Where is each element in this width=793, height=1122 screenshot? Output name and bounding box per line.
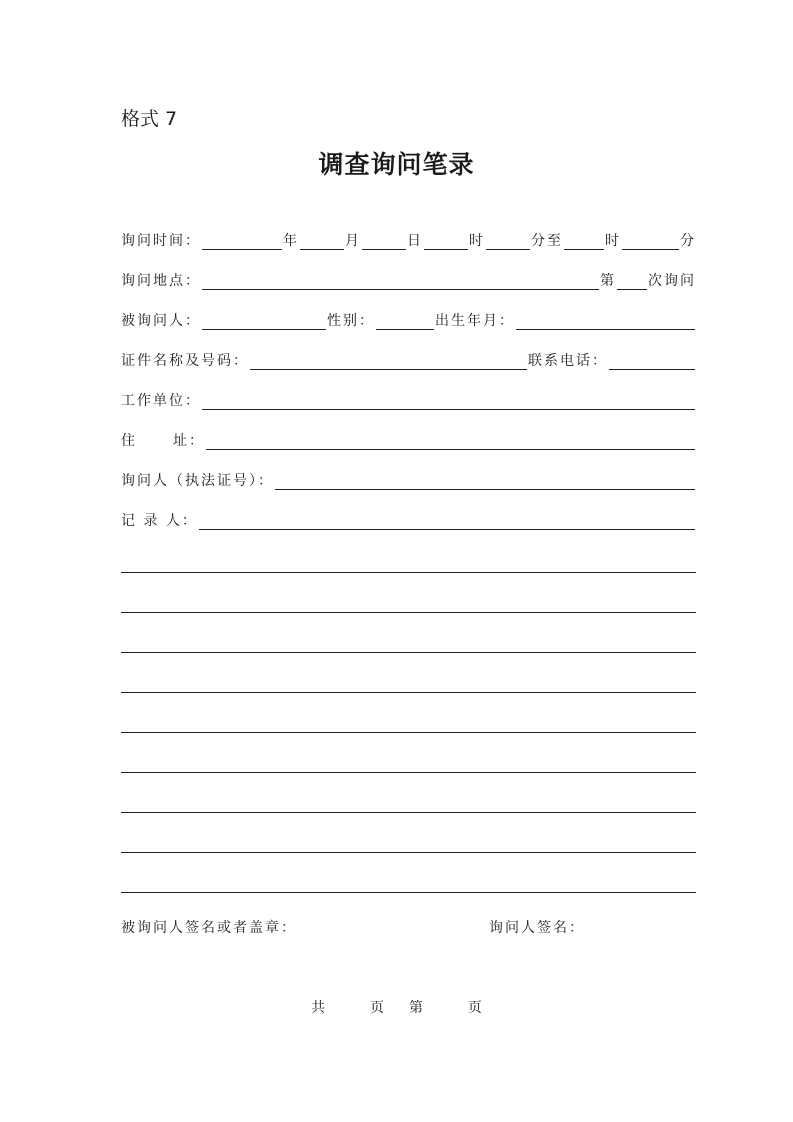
record-line[interactable]	[121, 892, 696, 893]
row-id	[121, 348, 696, 370]
minute-from-field[interactable]	[486, 232, 530, 250]
inquirer-label: 询问人（执法证号）：	[121, 473, 274, 489]
year-label: 年	[283, 233, 299, 249]
row-inquirer	[121, 468, 696, 490]
work-unit-label: 工作单位：	[121, 393, 201, 409]
hour-label: 时	[469, 233, 485, 249]
nth-page-label: 第	[408, 1000, 423, 1016]
interviewee-signature-label: 被询问人签名或者盖章：	[121, 920, 297, 936]
address-label-2: 址：	[173, 433, 205, 449]
record-line[interactable]	[121, 732, 696, 733]
address-field[interactable]	[206, 432, 695, 450]
total-label: 共	[311, 1000, 326, 1016]
recorder-field[interactable]	[199, 512, 695, 530]
address-label-1: 住	[121, 433, 137, 449]
birth-label: 出生年月：	[435, 313, 515, 329]
id-label: 证件名称及号码：	[121, 353, 249, 369]
month-field[interactable]	[300, 232, 344, 250]
work-unit-field[interactable]	[202, 392, 695, 410]
hour-end-field[interactable]	[564, 232, 604, 250]
row-interviewee	[121, 308, 696, 330]
interviewee-label: 被询问人：	[121, 313, 201, 329]
page-label: 页	[467, 1000, 482, 1016]
page-title: 调查询问笔录	[318, 150, 475, 179]
record-line[interactable]	[121, 772, 696, 773]
row-inquiry-place	[121, 268, 696, 290]
nth-suffix: 次询问	[648, 273, 696, 289]
year-field[interactable]	[202, 232, 282, 250]
id-field[interactable]	[250, 352, 527, 370]
minute-end-field[interactable]	[622, 232, 679, 250]
record-line[interactable]	[121, 572, 696, 573]
phone-field[interactable]	[609, 352, 695, 370]
inquirer-field[interactable]	[275, 472, 695, 490]
inquiry-time-label: 询问时间：	[121, 233, 201, 249]
phone-label: 联系电话：	[528, 353, 608, 369]
day-label: 日	[407, 233, 423, 249]
record-line[interactable]	[121, 612, 696, 613]
hour-end-label: 时	[605, 233, 621, 249]
minute-to-label: 分至	[531, 233, 563, 249]
nth-prefix: 第	[600, 273, 616, 289]
birth-field[interactable]	[516, 312, 695, 330]
record-line[interactable]	[121, 852, 696, 853]
pages-label: 页	[370, 1000, 385, 1016]
interviewer-signature-label: 询问人签名：	[489, 920, 585, 936]
record-line[interactable]	[121, 692, 696, 693]
minute-end-label: 分	[680, 233, 696, 249]
record-line[interactable]	[121, 812, 696, 813]
page-counter	[0, 997, 793, 1017]
hour-field[interactable]	[424, 232, 468, 250]
inquiry-place-label: 询问地点：	[121, 273, 201, 289]
month-label: 月	[345, 233, 361, 249]
format-label: 格式 7	[121, 108, 178, 130]
row-inquiry-time	[121, 228, 696, 250]
record-line[interactable]	[121, 652, 696, 653]
gender-label: 性别：	[327, 313, 375, 329]
place-field[interactable]	[202, 272, 599, 290]
interviewee-field[interactable]	[202, 312, 326, 330]
day-field[interactable]	[362, 232, 406, 250]
recorder-label: 记 录 人：	[121, 513, 198, 529]
nth-field[interactable]	[617, 272, 647, 290]
row-recorder	[121, 508, 696, 530]
row-address	[121, 428, 696, 450]
gender-field[interactable]	[376, 312, 434, 330]
row-work-unit	[121, 388, 696, 410]
